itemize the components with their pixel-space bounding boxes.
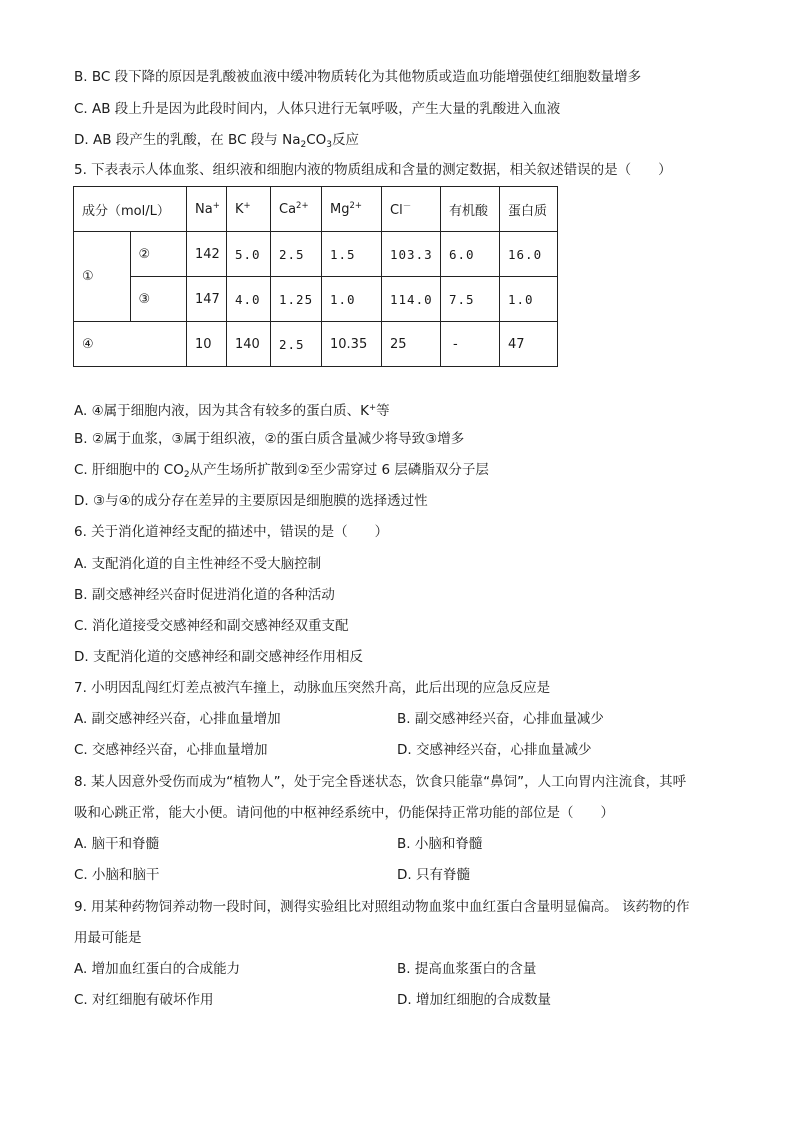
q6-option-d: D. 支配消化道的交感神经和副交感神经作用相反	[74, 649, 363, 665]
q7-stem: 7. 小明因乱闯红灯差点被汽车撞上，动脉血压突然升高，此后出现的应急反应是	[74, 680, 551, 696]
q5-option-d: D. ③与④的成分存在差异的主要原因是细胞膜的选择透过性	[74, 493, 428, 509]
q4-option-c: C. AB 段上升是因为此段时间内，人体只进行无氧呼吸，产生大量的乳酸进入血液	[74, 101, 561, 117]
q9-option-a: A. 增加血红蛋白的合成能力	[74, 961, 241, 977]
table-cell: 4.0	[227, 277, 271, 322]
q9-stem-line2: 用最可能是	[74, 930, 142, 946]
table-cell: -	[441, 322, 500, 367]
table-row	[74, 232, 558, 277]
q8-option-d: D. 只有脊髓	[397, 867, 470, 883]
table-cell: 142	[187, 232, 227, 277]
q5-option-c: C. 肝细胞中的 $CO_2$从产生场所扩散到②至少需穿过 6 层磷脂双分子层	[74, 462, 489, 480]
row-label: ②	[130, 232, 187, 277]
q8-option-a: A. 脑干和脊髓	[74, 836, 160, 852]
q4-option-b: B. BC 段下降的原因是乳酸被血液中缓冲物质转化为其他物质或造血功能增强使红细胞数量增多	[74, 69, 642, 85]
table-cell: 16.0	[500, 232, 558, 277]
q4-option-d: D. AB 段产生的乳酸，在 BC 段与 $Na_2CO_3$反应	[74, 132, 359, 150]
table-cell: 147	[187, 277, 227, 322]
table-cell: 1.0	[322, 277, 382, 322]
table-header-row	[74, 187, 558, 232]
header-mg: $Mg^{2+}$	[322, 187, 382, 232]
table-cell: 2.5	[271, 232, 322, 277]
header-ca: $Ca^{2+}$	[271, 187, 322, 232]
q9-option-c: C. 对红细胞有破坏作用	[74, 992, 214, 1008]
q7-option-a: A. 副交感神经兴奋，心排血量增加	[74, 711, 281, 727]
q6-option-c: C. 消化道接受交感神经和副交感神经双重支配	[74, 618, 349, 634]
header-label: 成分（mol/L）	[74, 187, 187, 232]
composition-table	[73, 186, 558, 367]
table-cell: 6.0	[441, 232, 500, 277]
table-row	[74, 277, 558, 322]
table-cell: 1.25	[271, 277, 322, 322]
q9-option-d: D. 增加红细胞的合成数量	[397, 992, 551, 1008]
header-organic-acid: 有机酸	[441, 187, 500, 232]
table-cell: 1.0	[500, 277, 558, 322]
q9-stem-line1: 9. 用某种药物饲养动物一段时间，测得实验组比对照组动物血浆中血红蛋白含量明显偏高。 该药物的作	[74, 899, 690, 915]
q7-option-d: D. 交感神经兴奋，心排血量减少	[397, 742, 592, 758]
q6-option-a: A. 支配消化道的自主性神经不受大脑控制	[74, 556, 322, 572]
q6-option-b: B. 副交感神经兴奋时促进消化道的各种活动	[74, 587, 335, 603]
table-cell: 47	[500, 322, 558, 367]
q9-option-b: B. 提高血浆蛋白的含量	[397, 961, 537, 977]
header-protein: 蛋白质	[500, 187, 558, 232]
q8-stem-line1: 8. 某人因意外受伤而成为“植物人”，处于完全昏迷状态，饮食只能靠“鼻饲”，人工向胃内注流食，其呼	[74, 774, 687, 790]
header-na: Na+	[187, 187, 227, 232]
q7-option-c: C. 交感神经兴奋，心排血量增加	[74, 742, 268, 758]
table-cell: 5.0	[227, 232, 271, 277]
q8-stem-line2: 吸和心跳正常，能大小便。请问他的中枢神经系统中，仍能保持正常功能的部位是（ ）	[74, 805, 614, 821]
q8-option-b: B. 小脑和脊髓	[397, 836, 483, 852]
q5-option-a: A. ④属于细胞内液，因为其含有较多的蛋白质、K+等	[74, 403, 390, 419]
table-cell: 140	[227, 322, 271, 367]
table-cell: 10	[187, 322, 227, 367]
table-cell: 114.0	[382, 277, 441, 322]
table-cell: 1.5	[322, 232, 382, 277]
row-label: ③	[130, 277, 187, 322]
q7-option-b: B. 副交感神经兴奋，心排血量减少	[397, 711, 604, 727]
header-k: K+	[227, 187, 271, 232]
q6-stem: 6. 关于消化道神经支配的描述中，错误的是（ ）	[74, 524, 389, 540]
q8-option-c: C. 小脑和脑干	[74, 867, 160, 883]
group-label: ①	[74, 232, 131, 322]
table-cell: 2.5	[271, 322, 322, 367]
row-label: ④	[74, 322, 187, 367]
table-cell: 25	[382, 322, 441, 367]
table-row	[74, 322, 558, 367]
q5-stem: 5. 下表表示人体血浆、组织液和细胞内液的物质组成和含量的测定数据，相关叙述错误的是（ ）	[74, 162, 672, 178]
table-cell: 7.5	[441, 277, 500, 322]
table-cell: 103.3	[382, 232, 441, 277]
q5-option-b: B. ②属于血浆，③属于组织液，②的蛋白质含量减少将导致③增多	[74, 431, 465, 447]
header-cl: Cl－	[382, 187, 441, 232]
table-cell: 10.35	[322, 322, 382, 367]
